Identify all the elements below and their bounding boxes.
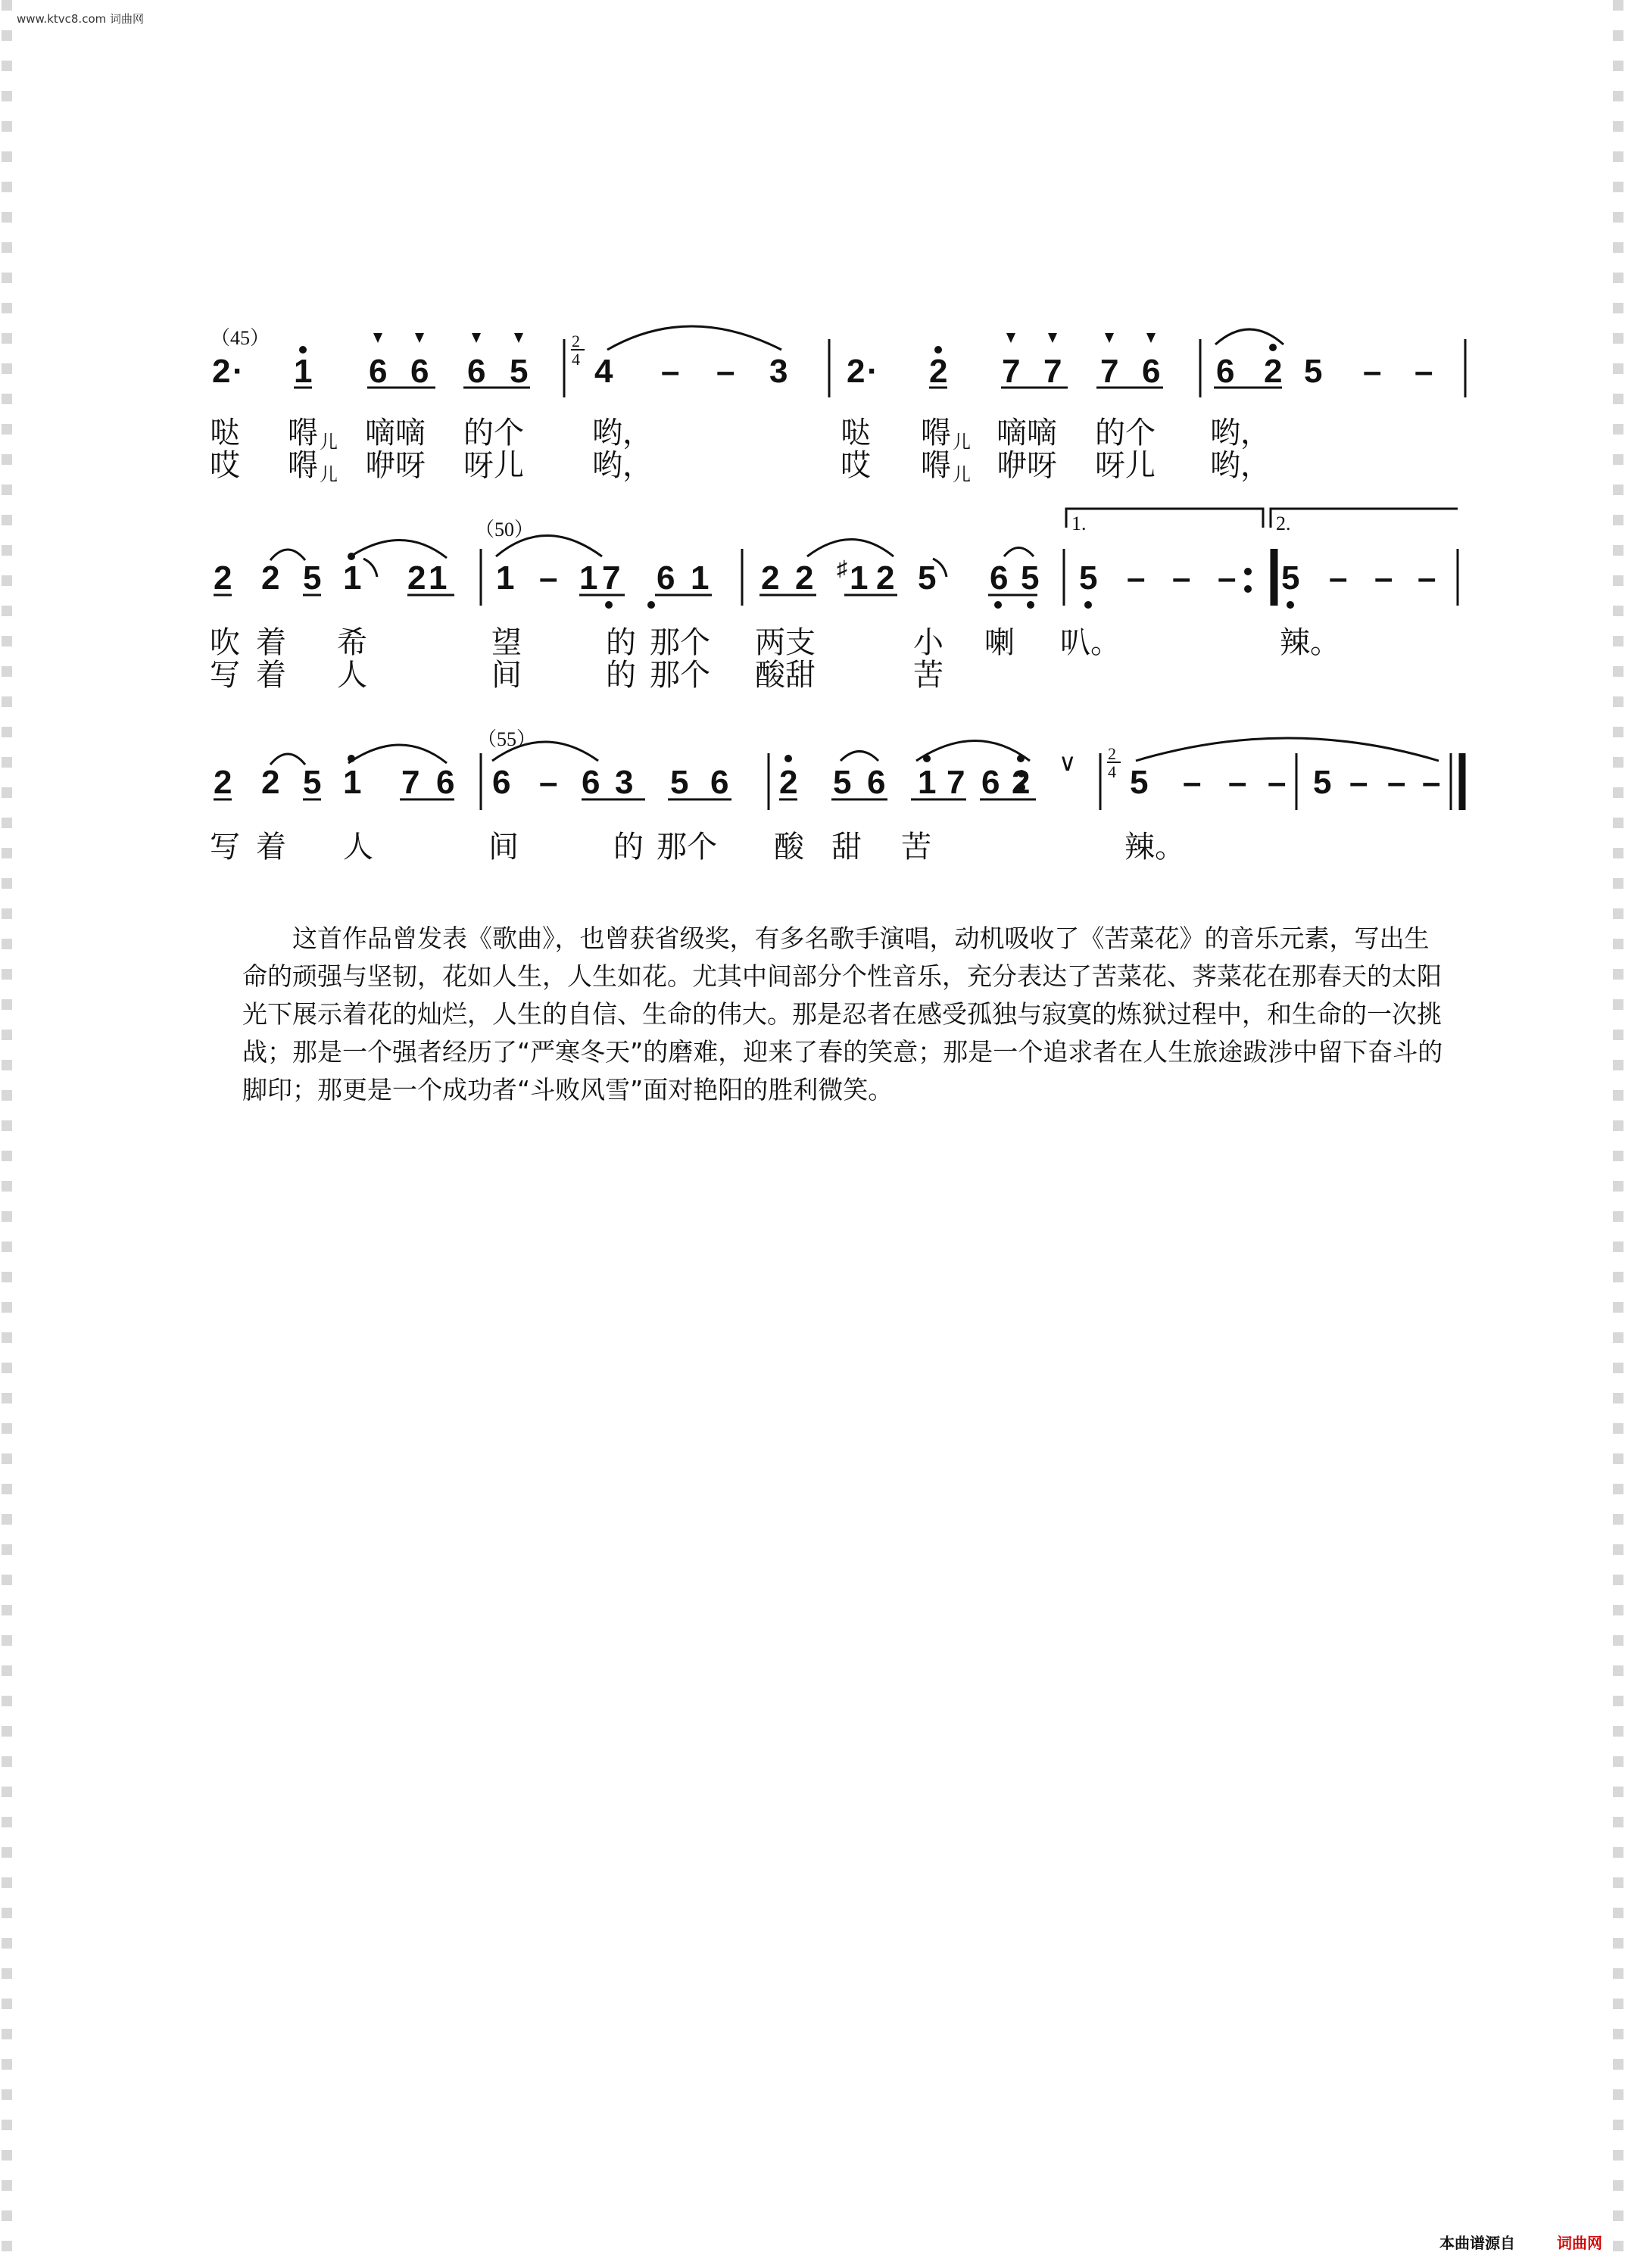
- lyric: 吹: [210, 625, 240, 660]
- note: ·: [867, 353, 878, 390]
- note: 1: [918, 764, 937, 801]
- note: 2: [795, 559, 814, 597]
- note: 2: [761, 559, 780, 597]
- row2-lyrics-verse1: [210, 625, 1340, 660]
- note: –: [1363, 353, 1382, 390]
- row2-lyrics-verse2: [210, 658, 943, 693]
- lyric: 咿呀: [365, 448, 426, 483]
- lyric: 哟，: [592, 416, 653, 450]
- lyric: 酸: [774, 830, 804, 865]
- note: 5: [1313, 764, 1332, 801]
- lyric: 的: [606, 625, 636, 660]
- lyric: 间: [488, 830, 519, 865]
- note: –: [1127, 559, 1146, 597]
- row3-notes: [214, 749, 1440, 801]
- time-signature-bottom-row3: 4: [1108, 762, 1116, 781]
- row1-notes: [212, 353, 1433, 390]
- note: 1: [496, 559, 515, 597]
- note: 1: [850, 559, 869, 597]
- note: 2: [1264, 353, 1283, 390]
- volta-second: 2.: [1276, 512, 1291, 534]
- note: 7: [1100, 353, 1119, 390]
- lyric: 的: [606, 658, 636, 693]
- note: 7: [1002, 353, 1021, 390]
- note: 6: [369, 353, 388, 390]
- lyric: 哟，: [1210, 448, 1271, 483]
- lyric: 嘚: [288, 416, 318, 450]
- note: 1: [343, 559, 362, 597]
- note: 6: [867, 764, 886, 801]
- note: 1: [579, 559, 598, 597]
- row1-lyrics-verse1: [210, 416, 1271, 453]
- note: –: [1329, 559, 1348, 597]
- note: ·: [232, 353, 244, 390]
- lyric: 两支: [755, 625, 816, 660]
- lyric: 酸甜: [755, 658, 816, 693]
- row3-lyrics-verse1: [210, 830, 1185, 865]
- lyric: 哎: [841, 448, 871, 483]
- volta-first: 1.: [1071, 512, 1087, 534]
- lyric: 哎: [210, 448, 240, 483]
- note: 2: [261, 764, 280, 801]
- lyric: 辣。: [1280, 625, 1340, 660]
- note: –: [1387, 764, 1406, 801]
- lyric: 哟，: [1210, 416, 1271, 450]
- lyric: 儿: [320, 464, 338, 485]
- note: 2: [214, 764, 232, 801]
- lyric: 叭。: [1060, 625, 1121, 660]
- source-label: 本曲谱源自: [1439, 2234, 1515, 2252]
- note: 2: [214, 559, 232, 597]
- lyric: 呀儿: [463, 448, 524, 483]
- lyric: 着: [256, 830, 286, 865]
- note: 5: [1281, 559, 1300, 597]
- note: 5: [303, 764, 322, 801]
- lyric: 甜: [831, 830, 862, 865]
- lyric: 嘚: [921, 416, 951, 450]
- note: 6: [657, 559, 675, 597]
- note: 7: [947, 764, 965, 801]
- lyric: 哒: [210, 416, 240, 450]
- note: 6: [1142, 353, 1161, 390]
- time-signature-top: 2: [572, 332, 580, 350]
- note: –: [1414, 353, 1433, 390]
- note: 2: [261, 559, 280, 597]
- note: 5: [510, 353, 529, 390]
- note: 2: [212, 353, 231, 390]
- lyric: 嘚: [288, 448, 318, 483]
- note: 1: [691, 559, 710, 597]
- lyric: 儿: [953, 464, 971, 485]
- note: 1: [343, 764, 362, 801]
- note: 3: [615, 764, 634, 801]
- note: 5: [670, 764, 689, 801]
- note: 2: [876, 559, 895, 597]
- note: 6: [436, 764, 455, 801]
- description-block: [242, 920, 1446, 1109]
- note: 3: [769, 353, 788, 390]
- site-name: 词曲网: [1557, 2234, 1602, 2252]
- note: 7: [401, 764, 420, 801]
- lyric: 嘚: [921, 448, 951, 483]
- note: 6: [582, 764, 600, 801]
- music-score: [0, 0, 1625, 908]
- lyric: 儿: [320, 431, 338, 453]
- note: –: [1374, 559, 1393, 597]
- note: 6: [492, 764, 511, 801]
- lyric: 的个: [1095, 416, 1156, 450]
- description-paragraph: 这首作品曾发表《歌曲》，也曾获省级奖，有多名歌手演唱，动机吸收了《苦菜花》的音乐元素，写出生命的顽强与坚韧，花如人生，人生如花。尤其中间部分个性音乐，充分表达了苦菜花、荠菜花在那春天的太阳光下展示着花的灿烂，人生的自信、生命的伟大。那是忍者在感受孤独与寂寞的炼狱过程中，和生命的一次挑战；那是一个强者经历了“严寒冬天”的磨难，迎来了春的笑意；那是一个追求者在人生旅途跋涉中留下奋斗的脚印；那更是一个成功者“斗败风雪”面对艳阳的胜利微笑。: [242, 924, 1443, 1104]
- note: 5: [303, 559, 322, 597]
- note: –: [1183, 764, 1202, 801]
- lyric: 嘀嘀: [997, 416, 1057, 450]
- lyric: 小: [913, 625, 943, 660]
- time-signature-bottom: 4: [572, 350, 580, 369]
- note: –: [539, 559, 558, 597]
- note: 6: [981, 764, 1000, 801]
- lyric: 着: [256, 658, 286, 693]
- note: 6: [710, 764, 729, 801]
- lyric: 哟，: [592, 448, 653, 483]
- lyric: 苦: [913, 658, 943, 693]
- lyric: 喇: [984, 625, 1015, 660]
- measure-number-45: （45）: [211, 327, 270, 349]
- note: 2: [847, 353, 866, 390]
- lyric: 呀儿: [1095, 448, 1156, 483]
- note: 7: [1043, 353, 1062, 390]
- row2-notes: [214, 556, 1436, 597]
- measure-number-50: （50）: [475, 519, 535, 541]
- lyric: 儿: [953, 431, 971, 453]
- note: 2: [929, 353, 948, 390]
- note: –: [1418, 559, 1436, 597]
- lyric: 咿呀: [997, 448, 1057, 483]
- lyric: 那个: [650, 658, 710, 693]
- lyric: 望: [491, 625, 522, 660]
- note: –: [661, 353, 680, 390]
- note: 5: [1079, 559, 1098, 597]
- row1-lyrics-verse2: [210, 448, 1271, 485]
- note: –: [1349, 764, 1368, 801]
- note: 5: [1130, 764, 1149, 801]
- breath-mark: ∨: [1059, 749, 1077, 776]
- time-signature-top-row3: 2: [1108, 744, 1116, 763]
- note: –: [1422, 764, 1441, 801]
- lyric: 希: [337, 625, 367, 660]
- measure-number-55: （55）: [477, 728, 537, 750]
- lyric: 的: [613, 830, 644, 865]
- note: 5: [833, 764, 852, 801]
- lyric: 那个: [650, 625, 710, 660]
- lyric: 人: [337, 658, 367, 693]
- note: 2: [1012, 764, 1031, 801]
- note: 2: [407, 559, 426, 597]
- note: 4: [594, 353, 613, 390]
- note: –: [1268, 764, 1287, 801]
- note: 6: [467, 353, 486, 390]
- note: ♯: [837, 556, 847, 580]
- note: 5: [1304, 353, 1323, 390]
- note: –: [1218, 559, 1237, 597]
- note: 7: [602, 559, 621, 597]
- site-watermark: www.ktvc8.com 词曲网: [17, 12, 145, 26]
- lyric: 写: [210, 830, 240, 865]
- lyric: 着: [256, 625, 286, 660]
- note: 2: [779, 764, 798, 801]
- note: 5: [1021, 559, 1040, 597]
- note: 6: [410, 353, 429, 390]
- lyric: 嘀嘀: [365, 416, 426, 450]
- lyric: 的个: [463, 416, 524, 450]
- note: –: [1228, 764, 1247, 801]
- note: 1: [294, 353, 313, 390]
- note: –: [716, 353, 735, 390]
- lyric: 写: [210, 658, 240, 693]
- lyric: 间: [491, 658, 522, 693]
- lyric: 那个: [657, 830, 717, 865]
- note: 6: [990, 559, 1009, 597]
- lyric: 人: [343, 830, 373, 865]
- note: –: [1172, 559, 1191, 597]
- note: –: [539, 764, 558, 801]
- note: 1: [429, 559, 448, 597]
- lyric: 哒: [841, 416, 871, 450]
- lyric: 苦: [901, 830, 931, 865]
- note: 6: [1216, 353, 1235, 390]
- lyric: 辣。: [1124, 830, 1185, 865]
- note: 5: [918, 559, 937, 597]
